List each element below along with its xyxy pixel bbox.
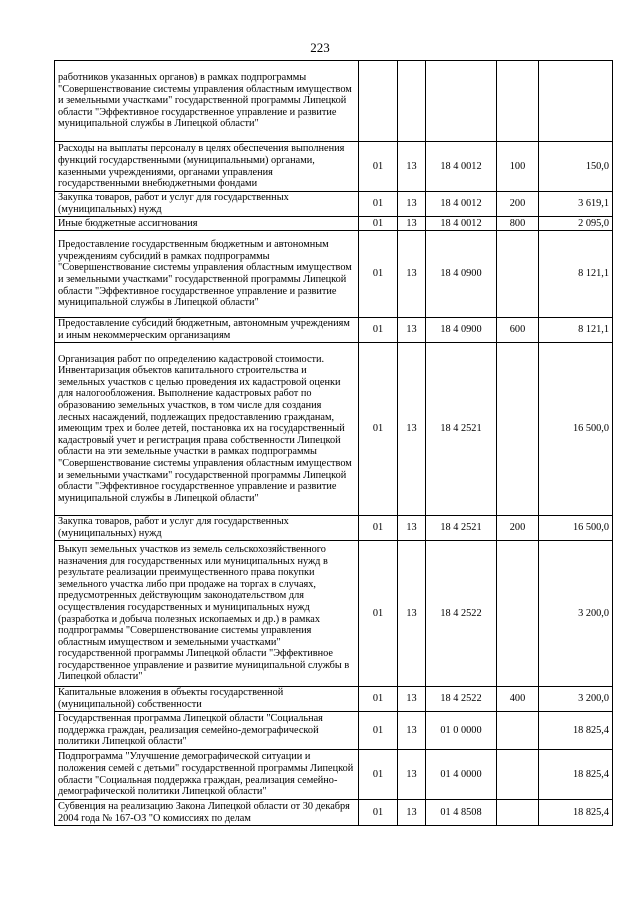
row-expense-type <box>497 343 539 516</box>
row-name: Закупка товаров, работ и услуг для государственных (муниципальных) нужд <box>55 192 359 217</box>
table-row <box>55 712 613 750</box>
table-row <box>55 231 613 318</box>
row-section: 01 <box>359 541 398 687</box>
row-target-code: 18 4 0012 <box>426 192 497 217</box>
row-expense-type: 200 <box>497 192 539 217</box>
row-name: Предоставление государственным бюджетным и автономным учреждениям субсидий в рамках подпрограммы "Совершенствование системы управления областным имуществом и земельными участками" государственной программы Липецкой области "Эффективное государственное управление и развитие муниципальной службы в Липецкой области" <box>55 231 359 318</box>
table-row <box>55 142 613 192</box>
row-subsection: 13 <box>398 142 426 192</box>
row-section: 01 <box>359 142 398 192</box>
row-section: 01 <box>359 192 398 217</box>
row-name: Государственная программа Липецкой области "Социальная поддержка граждан, реализация семейно-демографической политики Липецкой области" <box>55 712 359 750</box>
table-row <box>55 318 613 343</box>
row-section: 01 <box>359 516 398 541</box>
table-row <box>55 800 613 826</box>
row-amount: 18 825,4 <box>539 712 613 750</box>
row-subsection: 13 <box>398 192 426 217</box>
row-name: Субвенция на реализацию Закона Липецкой области от 30 декабря 2004 года № 167-ОЗ "О комиссиях по делам <box>55 800 359 826</box>
row-expense-type: 200 <box>497 516 539 541</box>
row-amount <box>539 61 613 142</box>
row-amount: 3 619,1 <box>539 192 613 217</box>
row-name: Организация работ по определению кадастровой стоимости. Инвентаризация объектов капитального строительства и земельных участков с целью проведения их кадастровой оценки для налогообложения. Выполнение кадастровых работ по образованию земельных участков, в том числе для создания лесных насаждений, подлежащих предоставлению гражданам, имеющим трех и более детей, постановка их на государственный кадастровый учет и регистрация права собственности Липецкой области на эти земельные участки в рамках подпрограммы "Совершенствование системы управления областным имуществом и земельными участками" государственной программы Липецкой области "Эффективное государственное управление и развитие муниципальной службы в Липецкой области" <box>55 343 359 516</box>
row-target-code: 18 4 0012 <box>426 142 497 192</box>
row-expense-type: 600 <box>497 318 539 343</box>
row-name: Капитальные вложения в объекты государственной (муниципальной) собственности <box>55 687 359 712</box>
row-target-code: 18 4 2521 <box>426 516 497 541</box>
row-target-code: 18 4 2522 <box>426 687 497 712</box>
row-name: Закупка товаров, работ и услуг для государственных (муниципальных) нужд <box>55 516 359 541</box>
row-expense-type <box>497 231 539 318</box>
row-subsection: 13 <box>398 343 426 516</box>
row-section: 01 <box>359 318 398 343</box>
row-expense-type: 100 <box>497 142 539 192</box>
row-section: 01 <box>359 800 398 826</box>
row-expense-type <box>497 541 539 687</box>
row-name: Расходы на выплаты персоналу в целях обеспечения выполнения функций государственными (муниципальными) органами, казенными учреждениями, органами управления государственными внебюджетными фондами <box>55 142 359 192</box>
row-subsection: 13 <box>398 516 426 541</box>
row-subsection: 13 <box>398 750 426 800</box>
row-target-code: 18 4 0012 <box>426 217 497 231</box>
row-section: 01 <box>359 343 398 516</box>
row-name: Подпрограмма "Улучшение демографической ситуации и положения семей с детьми" государственной программы Липецкой области "Социальная поддержка граждан, реализация семейно-демографической политики Липецкой области" <box>55 750 359 800</box>
row-target-code: 18 4 0900 <box>426 318 497 343</box>
row-amount: 18 825,4 <box>539 800 613 826</box>
row-amount: 16 500,0 <box>539 343 613 516</box>
table-row <box>55 516 613 541</box>
row-expense-type: 400 <box>497 687 539 712</box>
budget-table <box>54 60 613 826</box>
row-amount: 2 095,0 <box>539 217 613 231</box>
row-target-code: 01 0 0000 <box>426 712 497 750</box>
row-target-code <box>426 61 497 142</box>
row-expense-type: 800 <box>497 217 539 231</box>
table-row <box>55 750 613 800</box>
row-amount: 16 500,0 <box>539 516 613 541</box>
row-subsection: 13 <box>398 318 426 343</box>
row-subsection: 13 <box>398 231 426 318</box>
row-target-code: 18 4 2521 <box>426 343 497 516</box>
row-section: 01 <box>359 750 398 800</box>
row-expense-type <box>497 712 539 750</box>
row-target-code: 18 4 2522 <box>426 541 497 687</box>
row-expense-type <box>497 750 539 800</box>
row-target-code: 01 4 8508 <box>426 800 497 826</box>
table-row <box>55 687 613 712</box>
row-amount: 8 121,1 <box>539 231 613 318</box>
table-row <box>55 343 613 516</box>
row-amount: 150,0 <box>539 142 613 192</box>
table-row <box>55 541 613 687</box>
row-amount: 3 200,0 <box>539 541 613 687</box>
row-section <box>359 61 398 142</box>
table-row <box>55 217 613 231</box>
row-subsection: 13 <box>398 217 426 231</box>
row-target-code: 18 4 0900 <box>426 231 497 318</box>
row-section: 01 <box>359 687 398 712</box>
row-target-code: 01 4 0000 <box>426 750 497 800</box>
row-amount: 8 121,1 <box>539 318 613 343</box>
row-subsection <box>398 61 426 142</box>
row-subsection: 13 <box>398 541 426 687</box>
row-name: Иные бюджетные ассигнования <box>55 217 359 231</box>
row-expense-type <box>497 800 539 826</box>
row-section: 01 <box>359 217 398 231</box>
row-name: Выкуп земельных участков из земель сельскохозяйственного назначения для государственных или муниципальных нужд в результате реализации преимущественного права покупки земельного участка либо при продаже на торгах в случаях, предусмотренных действующим законодательством для осуществления государственных и муниципальных нужд (разработка и добыча полезных ископаемых и др.) в рамках подпрограммы "Совершенствование системы управления областным имуществом и земельными участками" государственной программы Липецкой области "Эффективное государственное управление и развитие муниципальной службы в Липецкой области" <box>55 541 359 687</box>
table-row <box>55 192 613 217</box>
row-subsection: 13 <box>398 800 426 826</box>
row-amount: 18 825,4 <box>539 750 613 800</box>
row-expense-type <box>497 61 539 142</box>
row-section: 01 <box>359 712 398 750</box>
row-amount: 3 200,0 <box>539 687 613 712</box>
row-subsection: 13 <box>398 687 426 712</box>
row-subsection: 13 <box>398 712 426 750</box>
table-row <box>55 61 613 142</box>
row-section: 01 <box>359 231 398 318</box>
page-number: 223 <box>310 40 330 55</box>
row-name: работников указанных органов) в рамках подпрограммы "Совершенствование системы управления областным имуществом и земельными участками" государственной программы Липецкой области "Эффективное государственное управление и развитие муниципальной службы в Липецкой области" <box>55 61 359 142</box>
row-name: Предоставление субсидий бюджетным, автономным учреждениям и иным некоммерческим организациям <box>55 318 359 343</box>
